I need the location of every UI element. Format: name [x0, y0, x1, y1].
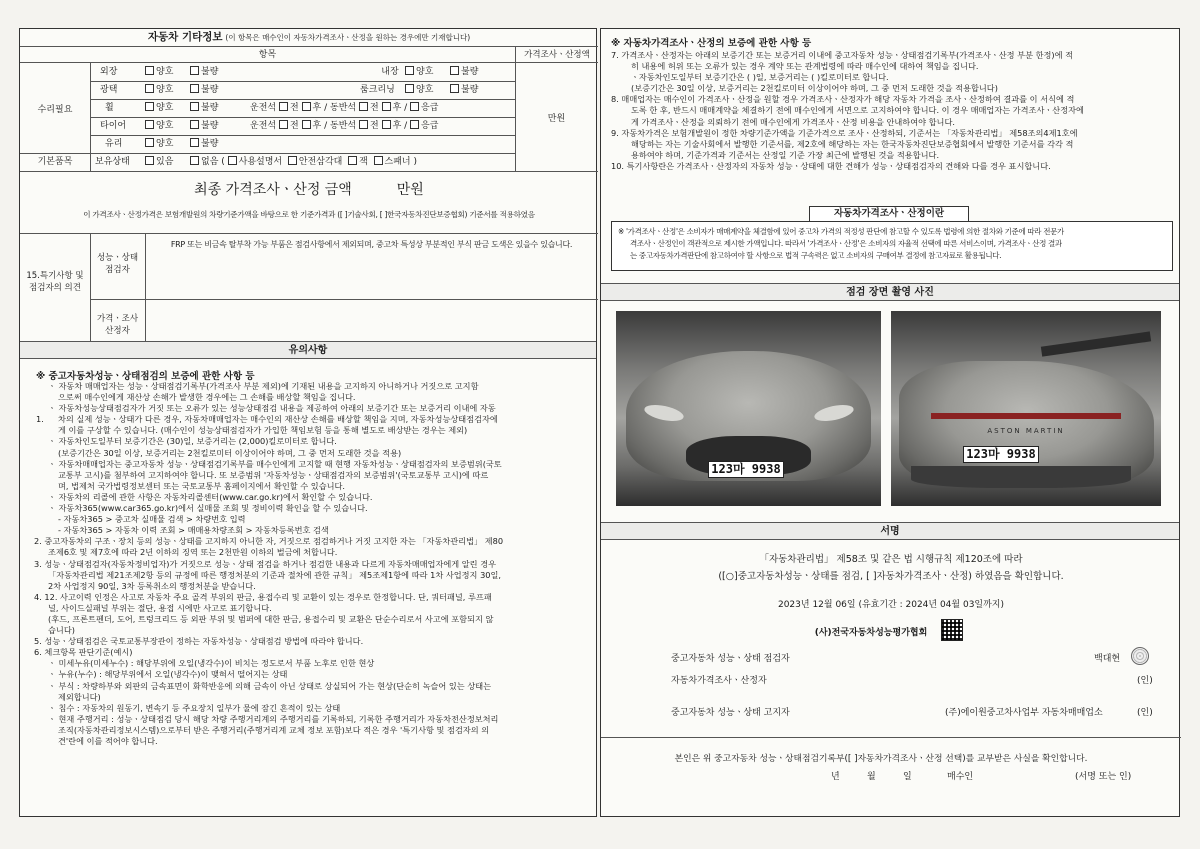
note-line: ㆍ 자동차매매업자는 중고자동차 성능ㆍ상태점검기록부를 매수인에게 고지할 때 현행 자동차성능ㆍ상태점검자의 보증범위(국토	[48, 458, 502, 469]
notifier-label: 중고자동차 성능ㆍ상태 고지자	[671, 708, 790, 718]
note-line: 2차 사업정지 90일, 3차 등록취소의 행정처분을 받습니다.	[48, 580, 256, 591]
row-basic-items	[90, 153, 515, 171]
etc-info-title: 자동차 기타정보	[147, 31, 223, 43]
sign-line-2: ([○]중고자동차성능ㆍ상태를 점검, [ ]자동차가격조사ㆍ산정) 하였음을 확인합니다.	[718, 571, 1064, 582]
row-gloss	[90, 81, 515, 99]
spanner-label: 스패너 )	[384, 157, 417, 167]
association-name: (사)전국자동차성능평가협회	[814, 628, 928, 638]
note-line: 조제6호 및 제7호에 따라 2년 이하의 징역 또는 2천만원 이하의 벌금에 처합니다.	[48, 547, 338, 558]
definition-line: ※ '가격조사ㆍ산정'은 소비자가 매매계약을 체결함에 있어 중고차 가격의 적정성 판단에 참고할 수 있도록 법령에 의한 절차와 기준에 따라 전문가	[618, 227, 1064, 236]
note-line: - 자동차365 > 중고차 실매물 검색 > 차량번호 입력	[58, 514, 246, 525]
notifier-seal: (인)	[1137, 708, 1153, 718]
note-line: 「자동차관리법 제21조제2항 등의 규정에 따른 행정처분의 기준과 절차에 관한 규칙」 제5조제1항에 따라 1차 사업정지 30일,	[48, 569, 501, 580]
price-guarantee-title: ※ 자동차가격조사ㆍ산정의 보증에 관한 사항 등	[611, 38, 812, 49]
inspector-name: 백대현	[1094, 654, 1121, 664]
tire-passenger-front-checkbox[interactable]	[359, 120, 368, 129]
glass-label: 유리	[105, 139, 123, 149]
front-label: 전	[369, 103, 379, 113]
qr-code-icon	[941, 619, 963, 641]
tail-light	[931, 413, 1121, 419]
wheel-driver-front-checkbox[interactable]	[279, 102, 288, 111]
note-line: 견'란에 이를 적어야 합니다.	[58, 736, 158, 746]
bad-label: 불량	[201, 139, 219, 149]
price-note-line: 10. 특기사항란은 가격조사ㆍ산정자의 자동차 성능ㆍ상태에 대한 견해가 성능ㆍ상태점검자의 견해와 다를 경우 표시합니다.	[611, 160, 1051, 171]
front-inspection-photo	[616, 311, 881, 506]
tire-driver-front-checkbox[interactable]	[279, 120, 288, 129]
sign-section-header: 서명	[601, 522, 1179, 540]
note-line: 제외합니다)	[58, 691, 101, 702]
note-line: 2. 중고자동차의 구조ㆍ장치 등의 성능ㆍ상태를 고지하지 아니한 자, 거짓으로 점검하거나 거짓 고지한 자는 「자동차관리법」 제80	[34, 536, 504, 547]
pricer-seal: (인)	[1137, 676, 1153, 686]
bad-label: 불량	[201, 121, 219, 131]
definition-line: 는 중고자동차가격판단에 참고하여야 할 사항으로 법적 구속력은 없고 소비자의 구매여부 결정에 참고자료로 활용됩니다.	[630, 251, 1002, 260]
emergency-label: 응급	[421, 103, 439, 113]
tire-bad-checkbox[interactable]	[190, 120, 199, 129]
passenger-label: 동반석	[330, 121, 357, 131]
buyer-signature-slot: (서명 또는 인)	[1075, 772, 1132, 782]
month-label: 월	[867, 772, 876, 782]
gloss-bad-checkbox[interactable]	[190, 84, 199, 93]
note-number-1: 1.	[36, 414, 44, 424]
rear-inspection-photo	[891, 311, 1161, 506]
rear-label: 후	[312, 103, 322, 113]
good-label: 양호	[416, 85, 434, 95]
price-note-line: ㆍ자동차인도일부터 보증기간은 ( )일, 보증거리는 ( )킬로미터로 합니다.	[631, 72, 889, 83]
sign-line-1: 「자동차관리법」 제58조 및 같은 법 시행규칙 제120조에 따라	[759, 554, 1023, 565]
manual-label: 사용설명서	[238, 157, 283, 167]
row-exterior	[90, 63, 515, 81]
caution-notes	[34, 381, 593, 747]
buyer-label: 매수인	[947, 772, 974, 782]
gloss-good-checkbox[interactable]	[145, 84, 154, 93]
rear-label: 후	[392, 121, 402, 131]
wheel-bad-checkbox[interactable]	[190, 102, 199, 111]
wheel-passenger-rear-checkbox[interactable]	[382, 102, 391, 111]
tire-good-checkbox[interactable]	[145, 120, 154, 129]
note-line: 습니다)	[48, 625, 75, 636]
price-note-line: 히 내용에 허위 또는 오류가 있는 경우 계약 또는 관계법령에 따라 매수인에 대하여 책임을 집니다.	[631, 61, 979, 72]
note-line: 4. 12. 사고이력 인정은 사고로 자동차 주요 골격 부위의 판금, 용접수리 및 교환이 있는 경우로 한정합니다. 단, 쿼터패널, 루프패	[34, 591, 492, 602]
bad-label: 불량	[201, 67, 219, 77]
year-label: 년	[831, 772, 840, 782]
final-price-unit: 만원	[396, 182, 424, 198]
interior-good-checkbox[interactable]	[405, 66, 414, 75]
rear-spoiler	[1041, 331, 1151, 356]
rear-brand-badge: ASTON MARTIN	[987, 427, 1065, 435]
wheel-emergency-checkbox[interactable]	[410, 102, 419, 111]
driver-label: 운전석	[250, 121, 277, 131]
final-price-note: 이 가격조사ㆍ산정가격은 보험개발원의 차량기준가액을 바탕으로 한 기준가격과 ([ ]기술사회, [ ]한국자동차진단보증협회) 기준서를 적용하였음	[83, 210, 535, 219]
wheel-passenger-front-checkbox[interactable]	[359, 102, 368, 111]
caution-header: 유의사항	[20, 341, 596, 359]
tire-position-options: 운전석 전 후 / 동반석 전 후 / 응급	[250, 121, 439, 131]
col-item-header: 항목	[20, 47, 515, 63]
bad-label: 불량	[461, 67, 479, 77]
wheel-label: 휠	[105, 103, 114, 113]
note-line: 으로써 매수인에게 재산상 손해가 발생한 경우에는 그 손해를 배상할 책임을 집니다.	[58, 392, 356, 403]
price-notes	[611, 50, 1176, 172]
note-line: ㆍ 미세누유(미세누수) : 해당부위에 오일(냉각수)이 비치는 정도로서 부품 노후로 인한 현상	[48, 658, 375, 669]
triangle-label: 안전삼각대	[298, 157, 343, 167]
front-label: 전	[289, 121, 299, 131]
note-line: ㆍ 자동차의 리콜에 관한 사항은 자동차리콜센터(www.car.go.kr)에서 확인할 수 있습니다.	[48, 491, 373, 502]
good-label: 양호	[156, 121, 174, 131]
row-wheel	[90, 99, 515, 117]
row-glass	[90, 135, 515, 153]
interior-label: 내장	[381, 67, 399, 77]
rear-label: 후	[392, 103, 402, 113]
final-price-title: 최종 가격조사ㆍ산정 금액	[194, 182, 352, 198]
tire-label: 타이어	[100, 121, 127, 131]
front-label: 전	[369, 121, 379, 131]
photo-section-header: 점검 장면 촬영 사진	[601, 283, 1179, 301]
exterior-good-checkbox[interactable]	[145, 66, 154, 75]
repair-label: 수리필요	[37, 104, 73, 115]
wheel-position-options: 운전석 전 후 / 동반석 전 후 / 응급	[250, 103, 439, 113]
manual-checkbox[interactable]	[228, 156, 237, 165]
note-line: 6. 체크항목 판단기준(예시)	[34, 647, 133, 658]
price-note-line: 용하여야 하며, 기준가격과 기준서는 산정일 기준 가장 최근에 발행된 것을 적용합니다.	[631, 149, 940, 160]
note-line: - 자동차365 > 자동차 이력 조회 > 매매용차량조회 > 자동차등록번호 검색	[58, 525, 329, 536]
rear-diffuser	[911, 466, 1131, 488]
roomclean-good-checkbox[interactable]	[405, 84, 414, 93]
front-label: 전	[289, 103, 299, 113]
bad-label: 불량	[201, 85, 219, 95]
note-line: 며, 법제처 국가법령정보센터 또는 국토교통부 홈페이지에서 확인할 수 있습니다.	[58, 480, 346, 491]
note-line: 조직(자동차관리정보시스템)으로부터 받은 주행거리(주행거리계 교체 정보 포함)보다 적은 경우 '특기사항 및 점검자의 의	[58, 724, 490, 735]
price-unit: 만원	[547, 113, 566, 124]
inspection-date: 2023년 12월 06일 (유효기간 : 2024년 04월 03일까지)	[777, 600, 1005, 610]
note-line: 3. 성능ㆍ상태점검자(자동차정비업자)가 거짓으로 성능ㆍ상태 점검을 하거나 점검한 내용과 다르게 자동차매매업자에게 알린 경우	[34, 558, 497, 569]
basic-have-checkbox[interactable]	[145, 156, 154, 165]
receipt-line: 본인은 위 중고자동차 성능ㆍ상태점검기록부([ ]자동차가격조사ㆍ산정 선택)를 교부받은 사실을 확인합니다.	[674, 754, 1088, 764]
price-note-line: 도록 한 후, 반드시 매매계약을 체결하기 전에 매수인에게 서면으로 고지하여야 합니다. 이 경우 매매업자는 가격조사ㆍ산정자에	[631, 105, 1084, 116]
note-line: 널, 사이드실패널 부위는 절단, 용접 시에만 사고로 표기합니다.	[48, 602, 272, 613]
tire-driver-rear-checkbox[interactable]	[302, 120, 311, 129]
left-panel	[19, 28, 597, 817]
jack-checkbox[interactable]	[348, 156, 357, 165]
note-line: ㆍ 현재 주행거리 : 성능ㆍ상태점검 당시 해당 차량 주행거리계의 주행거리를 기록하되, 기록한 주행거리가 자동차전산정보처리	[48, 713, 499, 724]
price-note-line: (보증기간은 30일 이상, 보증거리는 2천킬로미터 이상이어야 하며, 그 중 먼저 도래한 것을 적용합니다)	[631, 83, 998, 94]
inspector-label: 중고자동차 성능ㆍ상태 점검자	[671, 654, 790, 664]
driver-label: 운전석	[250, 103, 277, 113]
good-label: 양호	[156, 139, 174, 149]
guarantee-title: ※ 중고자동차성능ㆍ상태점검의 보증에 관한 사항 등	[36, 371, 255, 382]
good-label: 양호	[156, 67, 174, 77]
front-license-plate: 123마 9938	[708, 461, 784, 478]
note-line: ㆍ 자동차인도일부터 보증기간은 (30)일, 보증거리는 (2,000)킬로미터로 합니다.	[48, 436, 337, 447]
etc-info-note: (이 항목은 매수인이 자동차가격조사ㆍ산정을 원하는 경우에만 기재합니다)	[225, 33, 471, 42]
opinion-pricer-label: 가격ㆍ조사 산정자	[96, 314, 139, 336]
note-line: (보증기간은 30일 이상, 보증거리는 2천킬로미터 이상이어야 하며, 그 중 먼저 도래한 것을 적용)	[58, 447, 402, 458]
triangle-checkbox[interactable]	[288, 156, 297, 165]
day-label: 일	[903, 772, 912, 782]
interior-bad-checkbox[interactable]	[450, 66, 459, 75]
passenger-label: 동반석	[330, 103, 357, 113]
good-label: 양호	[416, 67, 434, 77]
opinion-label: 15.특기사항 및 점검자의 의견	[26, 271, 84, 293]
price-note-line: 7. 가격조사ㆍ산정자는 아래의 보증기간 또는 보증거리 이내에 중고자동차 성능ㆍ상태점검기록부(가격조사ㆍ산정 부분 한정)에 적	[611, 50, 1074, 60]
note-line: (후드, 프론트펜더, 도어, 트렁크리드 등 외판 부위 및 범퍼에 대한 판금, 용접수리 및 교환은 단순수리로서 사고에 포함되지 않	[48, 613, 494, 624]
price-note-line: 9. 자동차가격은 보험개발원이 정한 차량기준가액을 기준가격으로 조사ㆍ산정하되, 기준서는 「자동차관리법」 제58조의4제1호에	[611, 127, 1078, 138]
note-line: 5. 성능ㆍ상태점검은 국토교통부장관이 정하는 자동차성능ㆍ상태점검 방법에 따라야 합니다.	[34, 636, 364, 647]
note-line: 교통부 고시)를 첨부하여 고지하여야 합니다. 또 보증범위 '자동차성능ㆍ상태점검자의 보증범위'(국토교통부 고시)에 따르	[58, 469, 489, 480]
inspector-seal-icon	[1131, 647, 1149, 665]
etc-info-header	[20, 29, 598, 47]
rear-label: 후	[312, 121, 322, 131]
note-line: ㆍ 자동차 매매업자는 성능ㆍ상태점검기록부(가격조사 부분 제외)에 기재된 내용을 고지하지 아니하거나 거짓으로 고지함	[48, 381, 479, 391]
note-line: 게 이를 구상할 수 있습니다. (매수인이 성능상태점검자가 가입한 책임보험 등을 통해 별도로 배상받는 경우는 제외)	[58, 425, 468, 436]
note-line: ㆍ 침수 : 자동차의 원동기, 변속기 등 주요장치 일부가 물에 잠긴 흔적이 있는 상태	[48, 702, 341, 713]
opinion-text: FRP 또는 비금속 탈부착 가능 부품은 점검사항에서 제외되며, 중고차 특성상 부분적인 부식 판금 도색은 있을수 있습니다.	[170, 240, 573, 249]
price-note-line: 게 가격조사ㆍ산정을 의뢰하기 전에 매수인에게 가격조사ㆍ산정 비용을 안내하여야 합니다.	[631, 116, 955, 127]
opinion-inspector-label: 성능ㆍ상태 점검자	[96, 253, 139, 275]
glass-bad-checkbox[interactable]	[190, 138, 199, 147]
note-line: ㆍ 자동차365(www.car365.go.kr)에서 실매물 조회 및 정비이력 확인을 할 수 있습니다.	[48, 503, 368, 514]
spanner-checkbox[interactable]	[374, 156, 383, 165]
definition-box	[611, 221, 1173, 271]
col-price-header: 가격조사ㆍ산정액	[515, 47, 598, 63]
tire-passenger-rear-checkbox[interactable]	[382, 120, 391, 129]
emergency-label: 응급	[421, 121, 439, 131]
roomclean-bad-checkbox[interactable]	[450, 84, 459, 93]
roomclean-label: 룸크리닝	[360, 85, 395, 95]
basic-none-options	[190, 153, 417, 171]
none-label: 없음 (	[201, 157, 225, 167]
bad-label: 불량	[461, 85, 479, 95]
exterior-label: 외장	[100, 67, 118, 77]
rear-license-plate: 123마 9938	[963, 446, 1039, 463]
basic-none-checkbox[interactable]	[190, 156, 199, 165]
row-tire	[90, 117, 515, 135]
price-note-line: 8. 매매업자는 매수인이 가격조사ㆍ산정을 원할 경우 가격조사ㆍ산정자가 해당 자동차 가격을 조사ㆍ산정하여 결과를 이 서식에 적	[611, 94, 1075, 105]
jack-label: 잭	[359, 157, 368, 167]
notifier-name: (주)에이원중고차사업부 자동차매매업소	[945, 708, 1103, 718]
good-label: 양호	[156, 103, 174, 113]
note-line: ㆍ 누유(누수) : 해당부위에서 오일(냉각수)이 맺혀서 떨어지는 상태	[48, 669, 288, 680]
note-line: 차의 실제 성능ㆍ상태가 다른 경우, 자동차매매업자는 매수인의 재산상 손해를 배상할 책임을 지며, 자동차성능상태점검자에	[58, 414, 498, 425]
gloss-label: 광택	[100, 85, 118, 95]
note-line: ㆍ 부식 : 차량하부와 외판의 금속표면이 화학반응에 의해 금속이 아닌 상태로 상실되어 가는 현상(단순히 녹슬어 있는 상태는	[48, 680, 492, 691]
wheel-driver-rear-checkbox[interactable]	[302, 102, 311, 111]
right-panel	[600, 28, 1180, 817]
bad-label: 불량	[201, 103, 219, 113]
receipt-date-line	[601, 769, 1181, 783]
wheel-good-checkbox[interactable]	[145, 102, 154, 111]
pricer-label: 자동차가격조사ㆍ산정자	[671, 676, 767, 686]
price-note-line: 해당하는 자는 기술사회에서 발행한 기준서를, 제2호에 해당하는 자는 한국자동차진단보증협회에서 발행한 기준서를 각각 적	[631, 138, 1074, 149]
exterior-bad-checkbox[interactable]	[190, 66, 199, 75]
note-line: ㆍ 자동차성능상태점검자가 거짓 또는 오류가 있는 성능상태점검 내용을 제공하여 아래의 보증기간 또는 보증거리 이내에 자동	[48, 403, 496, 414]
good-label: 양호	[156, 85, 174, 95]
tire-emergency-checkbox[interactable]	[410, 120, 419, 129]
definition-title: 자동차가격조사ㆍ산정이란	[809, 206, 969, 222]
glass-good-checkbox[interactable]	[145, 138, 154, 147]
definition-line: 격조사ㆍ산정인이 객관적으로 제시한 가액입니다. 따라서 '가격조사ㆍ산정'은 소비자의 자율적 선택에 따른 서비스이며, 가격조사ㆍ산정 결과	[630, 239, 1062, 248]
final-price-line	[20, 179, 598, 199]
basic-items-label: 기본품목	[37, 157, 73, 167]
basic-status-label: 보유상태	[95, 157, 130, 167]
have-label: 있음	[156, 157, 174, 167]
